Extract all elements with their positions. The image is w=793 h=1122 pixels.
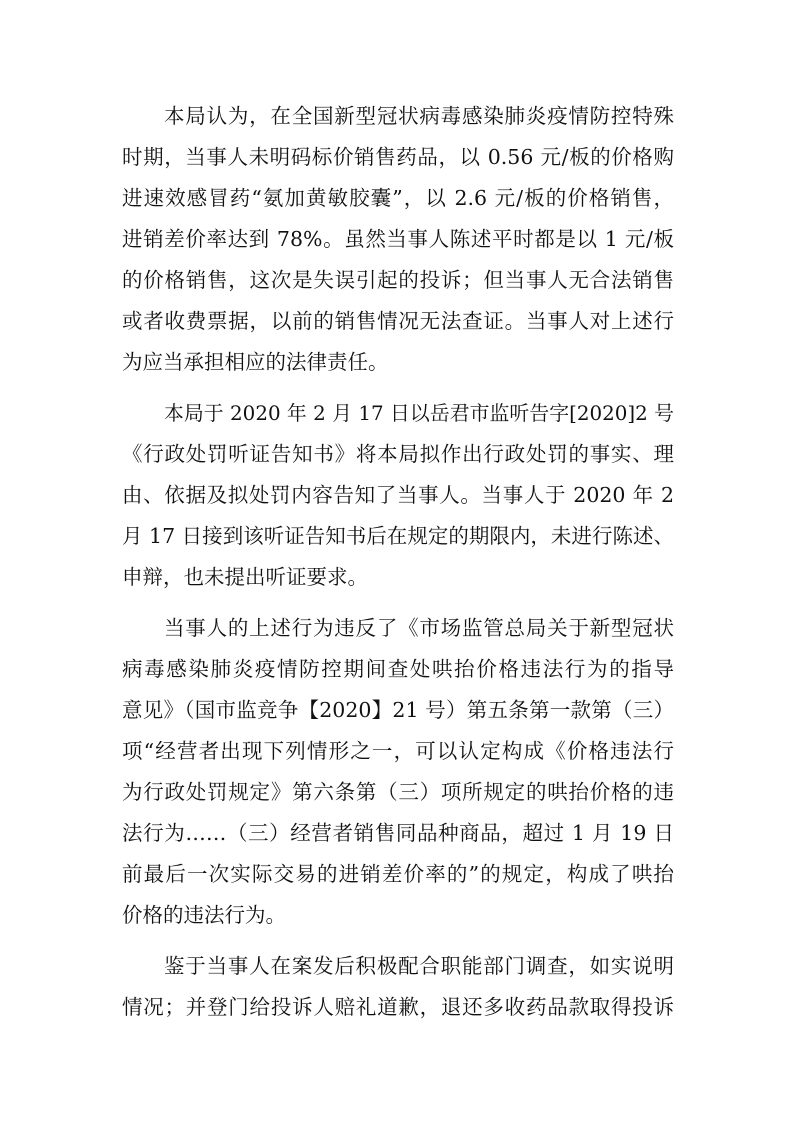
text-line: 本局于 2020 年 2 月 17 日以岳君市监听告字[2020]2 号 — [164, 402, 674, 425]
text-line: 月 17 日接到该听证告知书后在规定的期限内，未进行陈述、 — [122, 524, 674, 548]
text-line: 《行政处罚听证告知书》将本局拟作出行政处罚的事实、理 — [122, 442, 674, 466]
text-line: 时期，当事人未明码标价销售药品，以 0.56 元/板的价格购 — [122, 145, 674, 169]
text-line: 法行为……（三）经营者销售同品种商品，超过 1 月 19 日 — [122, 821, 674, 845]
text-line: 价格的违法行为。 — [122, 903, 286, 927]
text-line: 为行政处罚规定》第六条第（三）项所规定的哄抬价格的违 — [122, 780, 674, 804]
text-line: 由、依据及拟处罚内容告知了当事人。当事人于 2020 年 2 — [122, 483, 674, 507]
text-line: 的价格销售，这次是失误引起的投诉；但当事人无合法销售 — [122, 268, 674, 292]
text-line: 意见》（国市监竞争【2020】21 号）第五条第一款第（三） — [122, 698, 674, 722]
text-line: 为应当承担相应的法律责任。 — [122, 350, 389, 374]
text-line: 本局认为，在全国新型冠状病毒感染肺炎疫情防控特殊 — [164, 104, 674, 128]
text-line: 当事人的上述行为违反了《市场监管总局关于新型冠状 — [164, 616, 674, 640]
paragraph-assessment — [122, 96, 674, 383]
text-line: 进速效感冒药“氨加黄敏胶囊”，以 2.6 元/板的价格销售， — [122, 186, 674, 210]
text-line: 鉴于当事人在案发后积极配合职能部门调查，如实说明 — [164, 954, 674, 978]
text-line: 病毒感染肺炎疫情防控期间查处哄抬价格违法行为的指导 — [122, 657, 674, 681]
paragraph-mitigation — [122, 946, 674, 1028]
text-line: 进销差价率达到 78%。虽然当事人陈述平时都是以 1 元/板 — [122, 227, 674, 251]
text-line: 申辩，也未提出听证要求。 — [122, 565, 368, 589]
text-line: 前最后一次实际交易的进销差价率的”的规定，构成了哄抬 — [122, 862, 674, 886]
document-body — [122, 96, 674, 1038]
text-line: 情况；并登门给投诉人赔礼道歉，退还多收药品款取得投诉 — [122, 995, 674, 1019]
text-line: 或者收费票据，以前的销售情况无法查证。当事人对上述行 — [122, 309, 674, 333]
paragraph-hearing-notice — [122, 393, 674, 598]
paragraph-violation — [122, 608, 674, 936]
text-line: 项“经营者出现下列情形之一，可以认定构成《价格违法行 — [122, 739, 674, 763]
